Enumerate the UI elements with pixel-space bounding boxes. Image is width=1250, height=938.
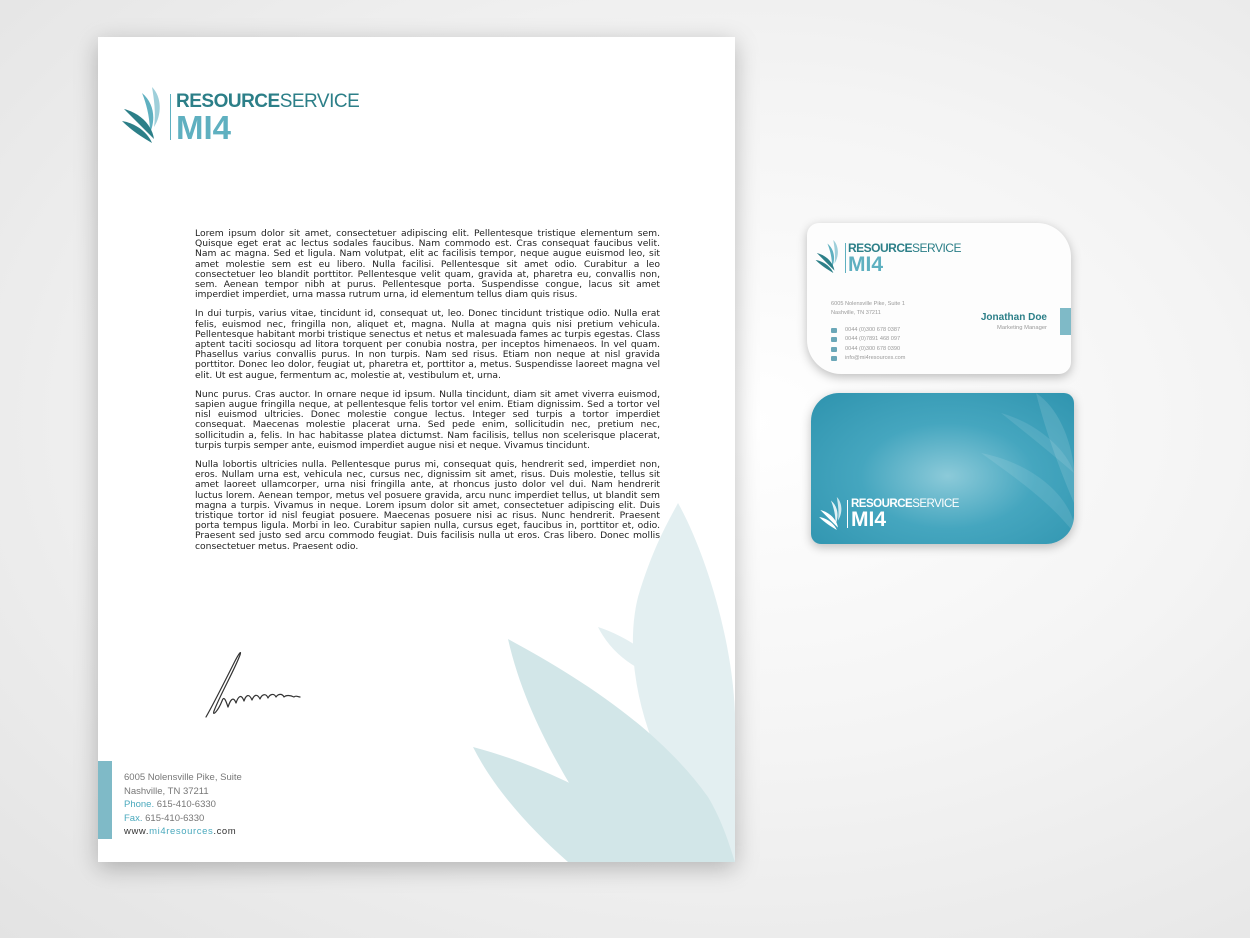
fax-label: Fax. — [124, 812, 143, 824]
web-domain: mi4resources — [149, 826, 214, 837]
card-address — [831, 300, 905, 318]
card-contacts — [831, 326, 905, 363]
mobile-icon — [831, 337, 837, 342]
brand-name-light: SERVICE — [912, 241, 961, 255]
contact-email — [831, 354, 905, 363]
letter-body — [195, 229, 660, 561]
business-card-back — [811, 393, 1074, 544]
footer-address-line1: 6005 Nolensville Pike, Suite — [124, 772, 242, 783]
brand-name-light: SERVICE — [912, 498, 959, 510]
leaf-wave-icon — [122, 87, 164, 143]
fax-number: 615-410-6330 — [145, 812, 205, 824]
contact-text: 0044 (0)7891 468 097 — [845, 336, 901, 343]
footer-website — [124, 825, 242, 839]
leaf-wave-icon — [815, 240, 841, 273]
brand-mark: MI4 — [851, 508, 887, 531]
brand-mark: MI4 — [176, 109, 232, 146]
contact-fax — [831, 345, 905, 354]
contact-text: 0044 (0)300 678 0387 — [845, 327, 901, 333]
letter-paragraph: Lorem ipsum dolor sit amet, consectetuer adipiscing elit. Pellentesque tristique elementum sem. Quisque eget erat ac lectus sodales faucibus. Nam commodo est. Cras consequat faucibus velit. Nam ac magna. Sed et ligula. Nam volutpat, elit ac facilisis tempor, neque augue euismod leo, sit amet molestie sem est eu libero. Nulla facilisi. Pellentesque sit amet odio. Curabitur a leo consectetuer leo blandit porttitor. Pellentesque velit quam, gravida at, pharetra eu, convallis non, sem. Aenean tempor nibh at purus. Pellentesque porta. Suspendisse congue, lacus sit amet imperdiet imperdiet, urna massa rutrum urna, id elementum tellus diam quis risus. — [195, 228, 660, 301]
brand-name-light: SERVICE — [279, 91, 360, 112]
brand-mark: MI4 — [848, 253, 884, 276]
letter-paragraph: Nulla lobortis ultricies nulla. Pellentesque purus mi, consequat quis, hendrerit sed, imperdiet non, eros. Nullam urna est, vehicula nec, cursus nec, dignissim sit amet, risus. Duis molestie, tellus sit amet laoreet ullamcorper, urna nisi fringilla ante, at rhoncus justo dolor vel dui. Nam hendrerit luctus lorem. Aenean tempor, metus vel posuere gravida, arcu nunc imperdiet tellus, ut blandit sem magna a turpis. Vivamus in neque. Lorem ipsum dolor sit amet, consectetuer adipiscing elit. Duis tristique tortor id nisl feugiat posuere. Maecenas posuere nisi ac risus. Nunc hendrerit. Praesent porta tempus ligula. Morbi in leo. Curabitur sapien nulla, cursus eget, faucibus in, porttitor et, odio. Praesent sed justo sed arcu commodo feugiat. Duis facilisis nulla ut eros. Cras libero. Donec mollis consectetuer metus. Praesent odio. — [195, 459, 660, 552]
contact-text: 0044 (0)300 678 0390 — [845, 345, 901, 352]
brand-name-bold: RESOURCE — [848, 241, 913, 255]
contact-phone — [831, 326, 905, 335]
brand-name-bold: RESOURCE — [851, 498, 913, 510]
contact-mobile — [831, 335, 905, 344]
web-prefix: www. — [124, 826, 150, 837]
letter-footer — [124, 771, 242, 839]
letterhead-page — [98, 37, 735, 862]
contact-name: Jonathan Doe — [980, 312, 1047, 323]
logo-divider — [847, 500, 848, 528]
brand-name-bold: RESOURCE — [176, 91, 280, 112]
contact-title: Marketing Manager — [997, 325, 1047, 331]
contact-text: info@mi4resources.com — [845, 354, 906, 361]
letter-paragraph: Nunc purus. Cras auctor. In ornare neque id ipsum. Nulla tincidunt, diam sit amet viverra euismod, sapien augue fringilla neque, at pellentesque felis tortor vel enim. Etiam dignissim. Sed a tortor vel nisl euismod ultricies. Donec molestie congue lectus. Integer sed turpis a tortor imperdiet consequat. Maecenas molestie placerat urna. Sed pede enim, sollicitudin nec, pretium nec, sollicitudin a, felis. In hac habitasse platea dictumst. Nam facilisis, tellus non scelerisque placerat, turpis turpis semper ante, euismod imperdiet augue nisi et neque. Vivamus tincidunt. — [195, 388, 660, 451]
leaf-wave-icon — [819, 497, 844, 530]
email-icon — [831, 356, 837, 361]
phone-number: 615-410-6330 — [156, 799, 216, 810]
signature — [200, 645, 310, 723]
letter-paragraph: In dui turpis, varius vitae, tincidunt id, consequat ut, leo. Donec tincidunt tristique odio. Nulla erat felis, euismod nec, fringilla non, aliquet et, magna. Nulla at magna quis nisi pretium vehicula. Pellentesque habitant morbi tristique senectus et netus et malesuada fames ac turpis egestas. Class aptent taciti sociosqu ad litora torquent per conubia nostra, per inceptos himenaeos. In vel quam. Phasellus varius convallis purus. In non turpis. Nam sed risus. Etiam non neque at nisl gravida porttitor. Donec leo dolor, feugiat ut, pharetra et, porttitor a, metus. Suspendisse laoreet magna vel elit. Ut est augue, fermentum ac, molestie at, vestibulum et, urna. — [195, 308, 660, 381]
logo-divider — [845, 243, 846, 273]
card-accent-tab — [1060, 308, 1071, 335]
web-suffix: .com — [213, 826, 237, 837]
phone-label: Phone. — [124, 799, 155, 810]
card-address-line1: 6005 Nolensville Pike, Suite 1 — [831, 301, 906, 307]
fax-icon — [831, 347, 837, 352]
business-card-front — [807, 223, 1071, 374]
footer-address-line2: Nashville, TN 37211 — [124, 785, 209, 797]
card-address-line2: Nashville, TN 37211 — [831, 310, 881, 316]
footer-fax — [124, 812, 242, 826]
footer-phone — [124, 798, 242, 812]
phone-icon — [831, 328, 837, 333]
logo-divider — [170, 94, 171, 140]
footer-accent-bar — [98, 761, 112, 839]
